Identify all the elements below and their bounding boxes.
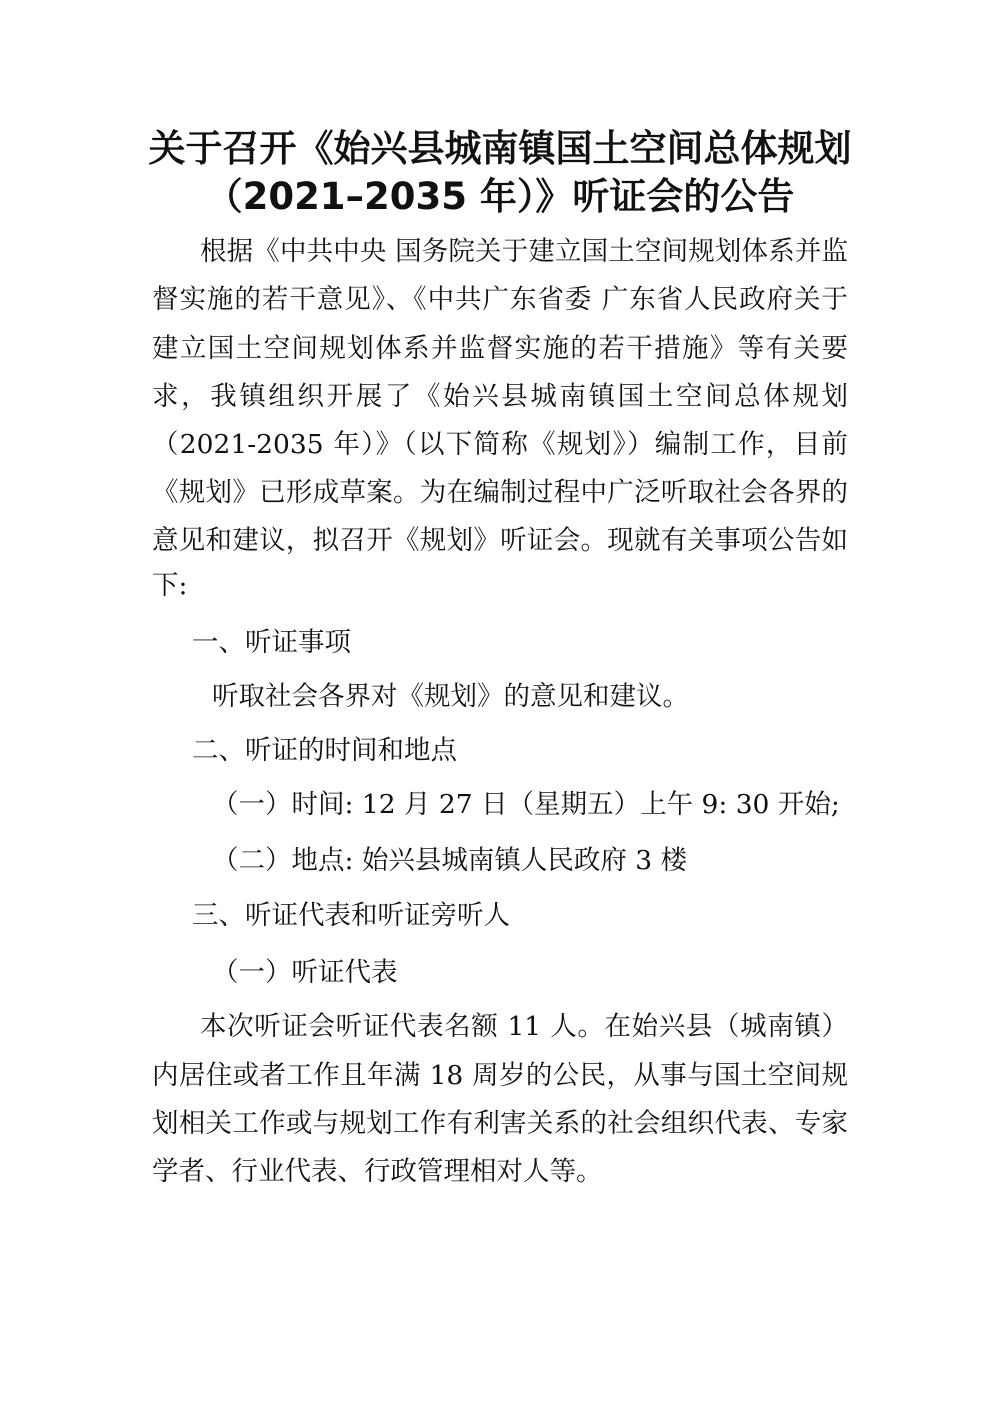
section-2-place: （二）地点: 始兴县城南镇人民政府 3 楼 <box>212 845 688 876</box>
section-3-line: 内居住或者工作且年满 18 周岁的公民，从事与国土空间规 <box>152 1060 848 1091</box>
section-2-heading: 二、听证的时间和地点 <box>192 735 457 766</box>
intro-line: 建立国土空间规划体系并监督实施的若干措施》等有关要 <box>152 333 848 364</box>
intro-line: 求，我镇组织开展了《始兴县城南镇国土空间总体规划 <box>152 381 848 412</box>
section-1-heading: 一、听证事项 <box>192 627 351 658</box>
section-3-line: 学者、行业代表、行政管理相对人等。 <box>152 1156 603 1187</box>
intro-line: （2021-2035 年）》（以下简称《规划》）编制工作，目前 <box>152 429 848 460</box>
intro-line: 下: <box>152 570 188 601</box>
section-3-line: 本次听证会听证代表名额 11 人。在始兴县（城南镇） <box>200 1011 848 1042</box>
section-2-time: （一）时间: 12 月 27 日（星期五）上午 9: 30 开始; <box>212 789 840 820</box>
intro-line: 根据《中共中央 国务院关于建立国土空间规划体系并监 <box>200 236 848 267</box>
intro-line: 督实施的若干意见》、《中共广东省委 广东省人民政府关于 <box>152 284 848 315</box>
section-1-content: 听取社会各界对《规划》的意见和建议。 <box>212 681 689 712</box>
document-title-line-2: （2021–2035 年）》听证会的公告 <box>205 175 795 218</box>
section-3-line: 划相关工作或与规划工作有利害关系的社会组织代表、专家 <box>152 1108 848 1139</box>
intro-line: 意见和建议，拟召开《规划》听证会。现就有关事项公告如 <box>152 525 848 556</box>
document-title-line-1: 关于召开《始兴县城南镇国土空间总体规划 <box>148 127 852 170</box>
section-3-sub-heading: （一）听证代表 <box>212 957 398 988</box>
intro-line: 《规划》已形成草案。为在编制过程中广泛听取社会各界的 <box>152 477 848 508</box>
section-3-heading: 三、听证代表和听证旁听人 <box>192 900 510 931</box>
